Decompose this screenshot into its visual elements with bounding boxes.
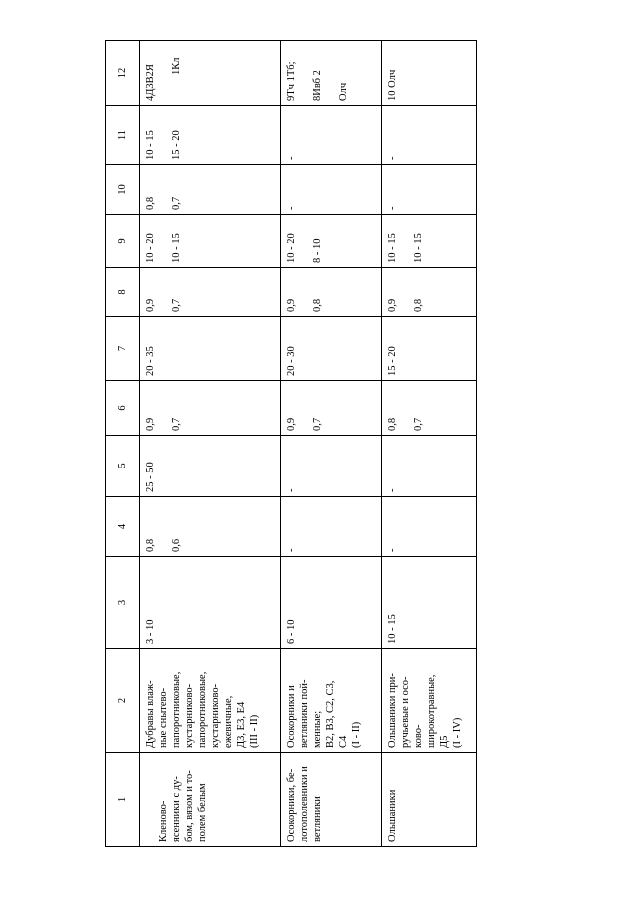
cell-value: 3 - 10 — [145, 619, 156, 644]
header-cell: 7 — [106, 317, 140, 381]
table-cell — [281, 557, 382, 649]
forest-type-cell — [140, 649, 281, 753]
cell-line: полем белым — [197, 783, 208, 842]
table-cell — [281, 268, 382, 317]
header-row — [106, 41, 140, 847]
table-cell — [281, 436, 382, 497]
cell-line: ветляники пой- — [299, 679, 310, 748]
table-cell — [281, 215, 382, 268]
cell-value: 20 - 30 — [286, 346, 297, 376]
table-cell — [140, 381, 281, 436]
cell-line: папоротниковые, — [197, 671, 208, 748]
table-cell — [140, 215, 281, 268]
forest-type-cell — [281, 649, 382, 753]
cell-value: 0,7 — [413, 417, 424, 431]
cell-value: 9Тч 1Тб; — [286, 61, 297, 101]
table-cell — [382, 381, 477, 436]
cell-value: 0,8 — [312, 298, 323, 312]
cell-value: 0,8 — [145, 538, 156, 552]
cell-value: 0,7 — [171, 417, 182, 431]
cell-value: Олч — [338, 82, 349, 101]
forest-group-cell — [281, 753, 382, 847]
header-cell: 2 — [106, 649, 140, 753]
cell-value: 0,9 — [286, 298, 297, 312]
cell-line: широкотравные, — [426, 674, 437, 748]
cell-line: ежевичные, — [223, 695, 234, 748]
cell-value: 15 - 20 — [171, 130, 182, 160]
cell-value: - — [286, 548, 297, 552]
header-cell: 10 — [106, 165, 140, 215]
table-row — [281, 41, 382, 847]
cell-line: (I - II) — [351, 721, 362, 748]
table-cell — [140, 436, 281, 497]
header-cell: 9 — [106, 215, 140, 268]
cell-line: лотополевники и — [299, 766, 310, 842]
table-cell — [140, 268, 281, 317]
cell-line: Осокорники и — [286, 685, 297, 748]
table-cell — [382, 497, 477, 557]
forest-group-cell — [140, 753, 281, 847]
cell-line: кустарниково- — [184, 683, 195, 748]
header-cell: 1 — [106, 753, 140, 847]
table-cell — [281, 381, 382, 436]
cell-value: 6 - 10 — [286, 619, 297, 644]
table-cell — [382, 436, 477, 497]
cell-value: - — [387, 156, 398, 160]
cell-line: папоротниковые, — [171, 671, 182, 748]
cell-value: 10 - 15 — [387, 233, 398, 263]
cell-value: 0,7 — [171, 196, 182, 210]
cell-value: 10 Олч — [387, 69, 398, 101]
forest-type-cell — [382, 649, 477, 753]
table-cell — [281, 106, 382, 165]
cell-line: Дубравы влаж- — [145, 680, 156, 748]
cell-line: ветляники — [312, 796, 323, 842]
table-cell — [140, 497, 281, 557]
cell-value: 15 - 20 — [387, 346, 398, 376]
cell-line: Кленово- — [158, 800, 169, 842]
table-cell — [382, 268, 477, 317]
cell-value: - — [387, 488, 398, 492]
cell-value: 10 - 15 — [145, 130, 156, 160]
cell-line: ясенники с ду- — [171, 776, 182, 842]
cell-value: 25 - 50 — [145, 462, 156, 492]
cell-value: 8 - 10 — [312, 238, 323, 263]
cell-value: - — [387, 206, 398, 210]
cell-value: 0,8 — [413, 298, 424, 312]
cell-value: 8Ивб 2 — [312, 70, 323, 101]
cell-line: Осокорники, бе- — [286, 768, 297, 842]
table-cell — [140, 557, 281, 649]
forest-group-cell — [382, 753, 477, 847]
cell-line: (III - II) — [249, 714, 260, 748]
cell-line: В2, В3, С2, С3, — [325, 680, 336, 748]
cell-line: бом, вязом и то- — [184, 770, 195, 842]
table-cell — [140, 317, 281, 381]
cell-value: - — [387, 548, 398, 552]
table-cell — [140, 106, 281, 165]
table-cell — [281, 497, 382, 557]
table-cell — [382, 165, 477, 215]
cell-line: менные; — [312, 710, 323, 748]
table-cell — [382, 41, 477, 106]
table-cell — [382, 557, 477, 649]
cell-value: 0,7 — [171, 298, 182, 312]
cell-value: 0,7 — [312, 417, 323, 431]
cell-value: 4Д3В2Я — [145, 64, 156, 101]
header-cell: 11 — [106, 106, 140, 165]
table-cell — [140, 41, 281, 106]
cell-value: 10 - 20 — [286, 233, 297, 263]
table-cell — [382, 106, 477, 165]
header-cell: 5 — [106, 436, 140, 497]
cell-value: 20 - 35 — [145, 346, 156, 376]
table-cell — [140, 165, 281, 215]
cell-value: 0,9 — [387, 298, 398, 312]
cell-value: 10 - 15 — [171, 233, 182, 263]
cell-line: Ольшаники при- — [387, 673, 398, 748]
cell-value: 0,9 — [145, 298, 156, 312]
table-row — [382, 41, 477, 847]
cell-line: Д5 — [439, 735, 450, 748]
table-cell — [382, 317, 477, 381]
cell-value: 10 - 20 — [145, 233, 156, 263]
cell-line: кустарниково- — [210, 683, 221, 748]
cell-value: 1Кл — [171, 57, 182, 75]
header-cell: 4 — [106, 497, 140, 557]
cell-value: 0,6 — [171, 538, 182, 552]
table-cell — [281, 41, 382, 106]
cell-value: 0,9 — [286, 417, 297, 431]
cell-line: ные снытево- — [158, 687, 169, 748]
table-row — [140, 41, 281, 847]
header-cell: 8 — [106, 268, 140, 317]
header-cell: 12 — [106, 41, 140, 106]
cell-line: Ольшаники — [387, 789, 398, 842]
cell-value: 0,9 — [145, 417, 156, 431]
header-cell: 6 — [106, 381, 140, 436]
cell-value: 0,8 — [387, 417, 398, 431]
rotated-table-page — [105, 41, 477, 847]
cell-line: С4 — [338, 735, 349, 748]
table-cell — [281, 317, 382, 381]
cell-line: (I - IV) — [452, 717, 463, 748]
cell-value: 10 - 15 — [413, 233, 424, 263]
cell-value: - — [286, 488, 297, 492]
cell-line: Д3, Е3, Е4 — [236, 701, 247, 748]
cell-value: 0,8 — [145, 196, 156, 210]
table-cell — [281, 165, 382, 215]
cell-line: ручьевые и осо- — [400, 676, 411, 748]
forest-types-table — [105, 40, 477, 847]
cell-value: - — [286, 156, 297, 160]
table-cell — [382, 215, 477, 268]
cell-value: - — [286, 206, 297, 210]
header-cell: 3 — [106, 557, 140, 649]
cell-value: 10 - 15 — [387, 614, 398, 644]
cell-line: ково- — [413, 724, 424, 748]
